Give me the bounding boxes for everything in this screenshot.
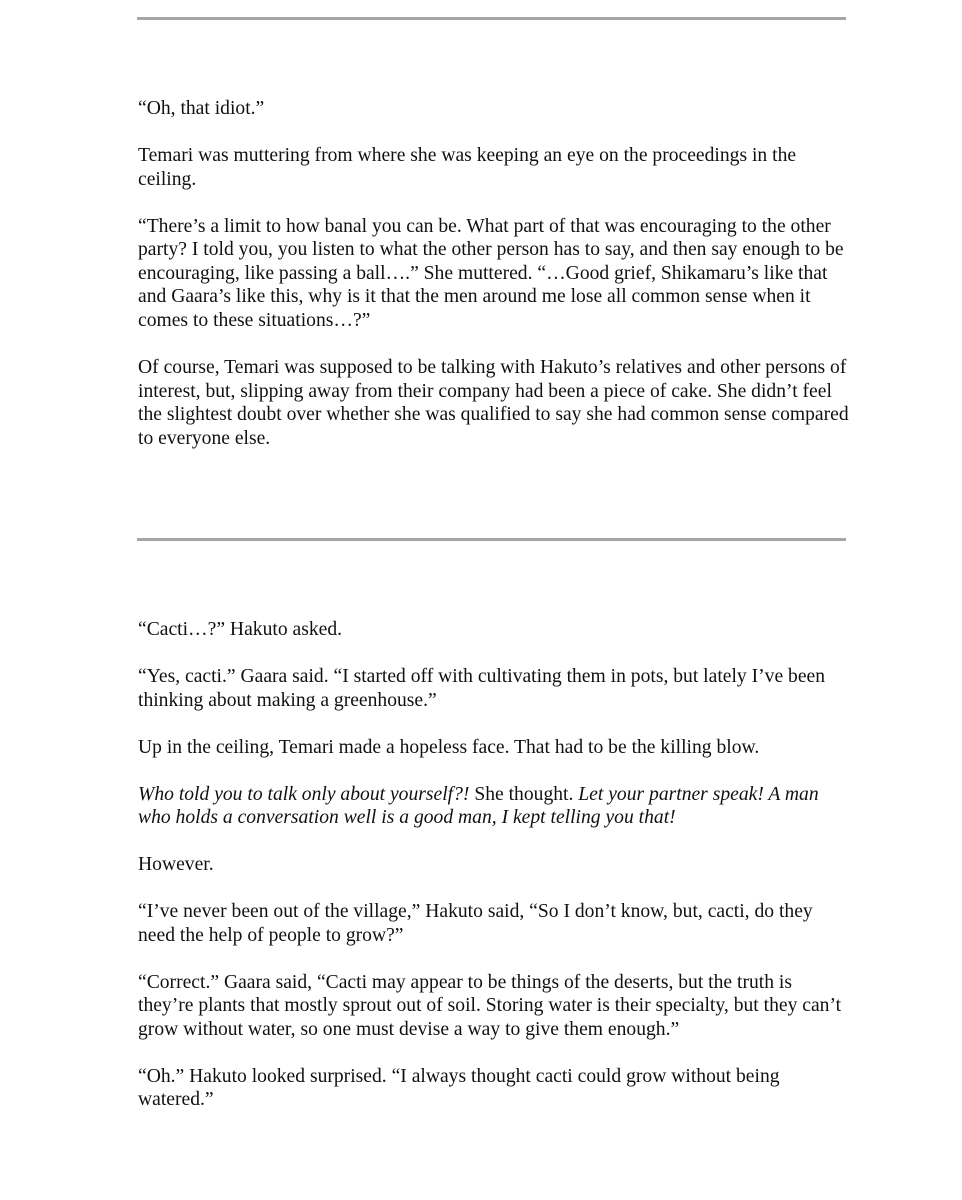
paragraph: Temari was muttering from where she was keeping an eye on the proceedings in the ceiling.	[138, 144, 797, 190]
paragraph: Up in the ceiling, Temari made a hopeless face. That had to be the killing blow.	[138, 736, 760, 758]
paragraph: “Correct.” Gaara said, “Cacti may appear to be things of the deserts, but the truth is they’re plants that mostly sprout out of soil. Storing water is their specialty, but they can’t grow without water, so one must devise a way to give them enough.”	[138, 971, 842, 1040]
inner-thought-text: Who told you to talk only about yourself?!	[138, 783, 470, 805]
narration-text: She thought.	[469, 783, 579, 805]
paragraph-mixed	[138, 783, 850, 830]
paragraph: “Oh.” Hakuto looked surprised. “I always thought cacti could grow without being watered.”	[138, 1065, 780, 1111]
paragraph: “Oh, that idiot.”	[138, 98, 265, 119]
paragraph: “There’s a limit to how banal you can be. What part of that was encouraging to the other party? I told you, you listen to what the other person has to say, and then say enough to be encouraging, like passing a ball….” She muttered. “…Good grief, Shikamaru’s like that and Gaara’s like this, why is it that the men around me lose all common sense when it comes to these situations…?”	[138, 215, 844, 331]
paragraph: “Yes, cacti.” Gaara said. “I started off with cultivating them in pots, but lately I’ve been thinking about making a greenhouse.”	[138, 665, 826, 711]
paragraph: Of course, Temari was supposed to be talking with Hakuto’s relatives and other persons of interest, but, slipping away from their company had been a piece of cake. She didn’t feel the slightest doubt over whether she was qualified to say she had common sense compared to everyone else.	[138, 356, 849, 449]
scene-break-divider	[137, 538, 846, 541]
paragraph: “Cacti…?” Hakuto asked.	[138, 619, 343, 640]
inner-thought-text: Let your partner speak! A man who holds a conversation well is a good man, I kept telling you that!	[138, 783, 819, 829]
paragraph: However.	[138, 854, 214, 876]
top-divider	[137, 17, 846, 20]
paragraph: “I’ve never been out of the village,” Hakuto said, “So I don’t know, but, cacti, do they need the help of people to grow?”	[138, 901, 813, 946]
scene-one	[138, 97, 850, 450]
scene-two	[138, 618, 850, 1112]
